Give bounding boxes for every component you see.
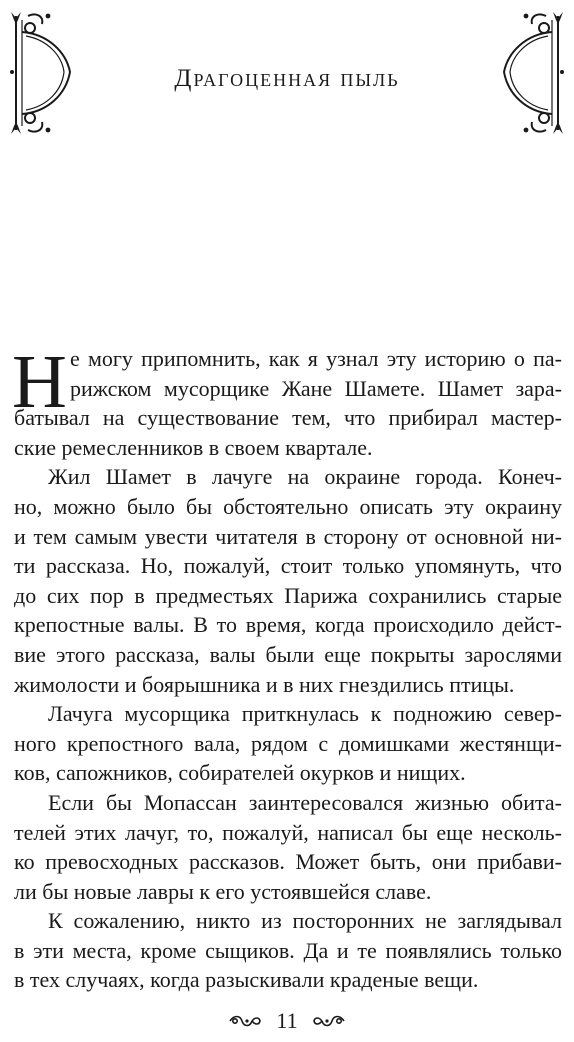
page-footer	[0, 1006, 574, 1036]
text-line: жимолости и боярышника и в них гнездились птицы.	[14, 671, 515, 697]
text-line: Жил Шамет в лачуге на окраине города. Конеч-	[48, 464, 562, 490]
body-text	[12, 340, 562, 995]
text-line: ли бы новые лавры к его устоявшейся славе.	[14, 878, 432, 904]
text-line: в эти места, кроме сыщиков. Да и те появлялись только	[14, 937, 562, 963]
text-line: крепостные валы. В то время, когда происходило дейст-	[14, 612, 562, 638]
text-line: ного крепостного вала, рядом с домишками жестянщи-	[14, 730, 562, 756]
text-line: ти рассказа. Но, пожалуй, стоит только упомянуть, что	[14, 553, 562, 579]
running-head-title: Драгоценная пыль	[174, 65, 400, 92]
text-line: телей этих лачуг, то, пожалуй, написал бы еще несколь-	[14, 819, 562, 845]
page-number: 11	[276, 1008, 298, 1033]
text-line: в тех случаях, когда разыскивали краденые вещи.	[14, 967, 479, 993]
text-line: ков, сапожников, собирателей окурков и нищих.	[14, 760, 466, 786]
text-line: ские ремесленников в своем квартале.	[14, 434, 373, 460]
text-line: рижском мусорщике Жане Шамете. Шамет зара-	[70, 375, 562, 401]
fleuron-right-icon	[312, 1012, 346, 1030]
text-line: батывал на существование тем, что прибирал мастер-	[14, 405, 562, 431]
text-line: Если бы Мопассан заинтересовался жизнью обита-	[48, 789, 562, 815]
drop-cap: Н	[12, 340, 67, 424]
text-line: вие этого рассказа, валы были еще покрыты зарослями	[14, 641, 562, 667]
text-line: и тем самым увести читателя в сторону от основной ни-	[14, 523, 562, 549]
text-line: до сих пор в предместьях Парижа сохранились старые	[14, 582, 562, 608]
text-line: ко превосходных рассказов. Может быть, они прибави-	[14, 849, 562, 875]
fleuron-left-icon	[228, 1012, 262, 1030]
text-line: но, можно было бы обстоятельно описать эту окраину	[14, 493, 562, 519]
text-line: К сожалению, никто из посторонних не заглядывал	[48, 908, 562, 934]
text-line: Лачуга мусорщика приткнулась к подножию север-	[48, 701, 562, 727]
text-line: е могу припомнить, как я узнал эту историю о па-	[70, 346, 562, 371]
